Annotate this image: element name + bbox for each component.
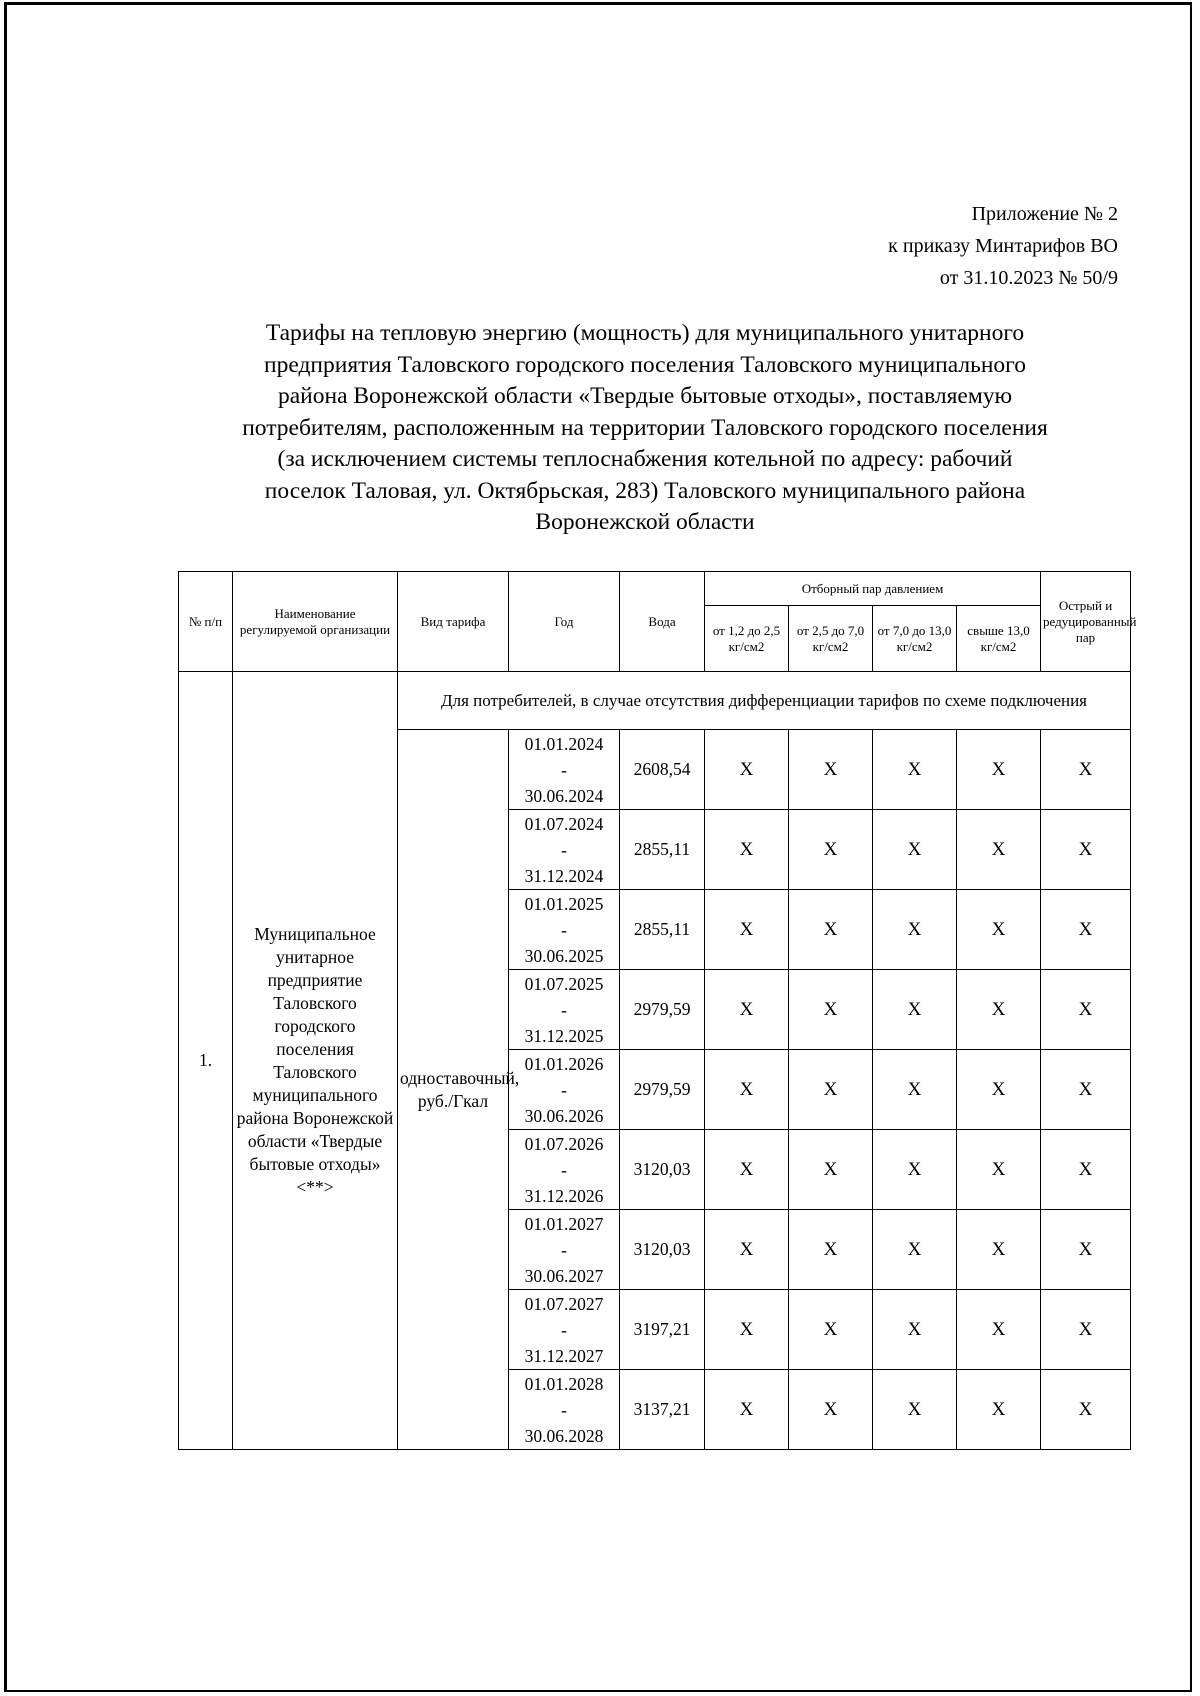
period-dash: - — [561, 919, 567, 940]
period-to: 30.06.2026 — [524, 1105, 604, 1126]
header-steam-group: Отборный пар давлением — [705, 572, 1041, 606]
not-applicable-cell: X — [1041, 1290, 1131, 1370]
not-applicable-cell: X — [705, 1290, 789, 1370]
period-cell — [509, 1130, 620, 1210]
title-line: поселок Таловая, ул. Октябрьская, 283) Таловского муниципального района — [264, 477, 1026, 504]
period-from: 01.01.2024 — [524, 733, 604, 754]
period-from: 01.07.2024 — [524, 813, 604, 834]
water-tariff: 2855,11 — [620, 890, 705, 970]
not-applicable-cell: X — [873, 1210, 957, 1290]
water-tariff: 2608,54 — [620, 730, 705, 810]
period-to: 31.12.2024 — [524, 865, 604, 886]
not-applicable-cell: X — [873, 970, 957, 1050]
period-dash: - — [561, 759, 567, 780]
not-applicable-cell: X — [789, 730, 873, 810]
header-steam-col: от 7,0 до 13,0 кг/см2 — [873, 606, 957, 672]
header-water: Вода — [620, 572, 705, 672]
header-num: № п/п — [179, 572, 233, 672]
not-applicable-cell: X — [789, 890, 873, 970]
consumer-category-subheader: Для потребителей, в случае отсутствия дифференциации тарифов по схеме подключения — [398, 672, 1131, 730]
period-dash: - — [561, 1159, 567, 1180]
not-applicable-cell: X — [789, 1210, 873, 1290]
not-applicable-cell: X — [957, 890, 1041, 970]
not-applicable-cell: X — [705, 1050, 789, 1130]
not-applicable-cell: X — [873, 730, 957, 810]
not-applicable-cell: X — [873, 810, 957, 890]
not-applicable-cell: X — [1041, 730, 1131, 810]
period-from: 01.01.2026 — [524, 1053, 604, 1074]
header-steam-col: свыше 13,0 кг/см2 — [957, 606, 1041, 672]
not-applicable-cell: X — [873, 1290, 957, 1370]
water-tariff: 3120,03 — [620, 1210, 705, 1290]
not-applicable-cell: X — [789, 1290, 873, 1370]
not-applicable-cell: X — [873, 890, 957, 970]
title-line: (за исключением системы теплоснабжения котельной по адресу: рабочий — [277, 446, 1013, 472]
not-applicable-cell: X — [957, 1050, 1041, 1130]
water-tariff: 3137,21 — [620, 1370, 705, 1450]
water-tariff: 3120,03 — [620, 1130, 705, 1210]
period-dash: - — [561, 1399, 567, 1420]
not-applicable-cell: X — [1041, 1370, 1131, 1450]
tariff-kind: одноставочный, руб./Гкал — [398, 730, 509, 1450]
not-applicable-cell: X — [789, 1370, 873, 1450]
not-applicable-cell: X — [957, 810, 1041, 890]
not-applicable-cell: X — [1041, 810, 1131, 890]
not-applicable-cell: X — [1041, 1210, 1131, 1290]
period-to: 31.12.2027 — [524, 1345, 604, 1366]
appendix-reference — [888, 198, 1118, 294]
period-to: 30.06.2027 — [524, 1265, 604, 1286]
period-cell — [509, 1050, 620, 1130]
period-from: 01.01.2028 — [524, 1373, 604, 1394]
period-from: 01.01.2025 — [524, 893, 604, 914]
not-applicable-cell: X — [957, 1370, 1041, 1450]
header-org: Наименование регулируемой организации — [233, 572, 398, 672]
period-to: 30.06.2028 — [524, 1425, 604, 1446]
organization-name: Муниципальное унитарное предприятие Таловского городского поселения Таловского муниципального района Воронежской области «Твердые бытовые отходы» <**> — [233, 672, 398, 1450]
title-line: потребителям, расположенным на территории Таловского городского поселения — [242, 414, 1048, 441]
not-applicable-cell: X — [789, 1050, 873, 1130]
period-dash: - — [561, 1319, 567, 1340]
appendix-number: Приложение № 2 — [971, 203, 1118, 225]
not-applicable-cell: X — [705, 810, 789, 890]
period-cell — [509, 970, 620, 1050]
period-cell — [509, 890, 620, 970]
title-line: района Воронежской области «Твердые бытовые отходы», поставляемую — [277, 383, 1013, 409]
not-applicable-cell: X — [705, 1370, 789, 1450]
period-from: 01.01.2027 — [524, 1213, 604, 1234]
period-to: 30.06.2024 — [524, 785, 604, 806]
period-from: 01.07.2026 — [524, 1133, 604, 1154]
period-cell — [509, 1290, 620, 1370]
not-applicable-cell: X — [873, 1370, 957, 1450]
period-to: 30.06.2025 — [524, 945, 604, 966]
not-applicable-cell: X — [957, 1210, 1041, 1290]
not-applicable-cell: X — [957, 730, 1041, 810]
period-to: 31.12.2026 — [524, 1185, 604, 1206]
water-tariff: 2855,11 — [620, 810, 705, 890]
water-tariff: 3197,21 — [620, 1290, 705, 1370]
not-applicable-cell: X — [873, 1130, 957, 1210]
period-cell — [509, 730, 620, 810]
water-tariff: 2979,59 — [620, 970, 705, 1050]
period-from: 01.07.2027 — [524, 1293, 604, 1314]
not-applicable-cell: X — [957, 1290, 1041, 1370]
tariff-table — [178, 571, 1137, 1450]
appendix-date: от 31.10.2023 № 50/9 — [939, 267, 1118, 289]
not-applicable-cell: X — [1041, 1050, 1131, 1130]
not-applicable-cell: X — [705, 730, 789, 810]
not-applicable-cell: X — [705, 1210, 789, 1290]
not-applicable-cell: X — [957, 1130, 1041, 1210]
header-steam-col: от 1,2 до 2,5 кг/см2 — [705, 606, 789, 672]
document-title — [160, 318, 1130, 539]
period-dash: - — [561, 839, 567, 860]
period-cell — [509, 1370, 620, 1450]
title-line: Воронежской области — [535, 509, 755, 535]
header-steam-col: от 2,5 до 7,0 кг/см2 — [789, 606, 873, 672]
header-kind: Вид тарифа — [398, 572, 509, 672]
title-line: Тарифы на тепловую энергию (мощность) для муниципального унитарного — [265, 320, 1025, 346]
not-applicable-cell: X — [873, 1050, 957, 1130]
not-applicable-cell: X — [705, 970, 789, 1050]
not-applicable-cell: X — [1041, 890, 1131, 970]
period-from: 01.07.2025 — [524, 973, 604, 994]
header-row — [179, 572, 1131, 606]
not-applicable-cell: X — [1041, 970, 1131, 1050]
not-applicable-cell: X — [957, 970, 1041, 1050]
period-dash: - — [561, 1079, 567, 1100]
header-year: Год — [509, 572, 620, 672]
period-dash: - — [561, 1239, 567, 1260]
period-to: 31.12.2025 — [524, 1025, 604, 1046]
not-applicable-cell: X — [789, 1130, 873, 1210]
period-cell — [509, 810, 620, 890]
period-cell — [509, 1210, 620, 1290]
row-number: 1. — [179, 672, 233, 1450]
not-applicable-cell: X — [1041, 1130, 1131, 1210]
period-dash: - — [561, 999, 567, 1020]
title-line: предприятия Таловского городского поселения Таловского муниципального — [264, 351, 1026, 378]
appendix-order: к приказу Минтарифов ВО — [888, 235, 1118, 257]
not-applicable-cell: X — [705, 890, 789, 970]
subheader-row — [179, 672, 1131, 730]
not-applicable-cell: X — [705, 1130, 789, 1210]
not-applicable-cell: X — [789, 970, 873, 1050]
water-tariff: 2979,59 — [620, 1050, 705, 1130]
not-applicable-cell: X — [789, 810, 873, 890]
header-sharp-steam: Острый и редуцированный пар — [1041, 572, 1131, 672]
